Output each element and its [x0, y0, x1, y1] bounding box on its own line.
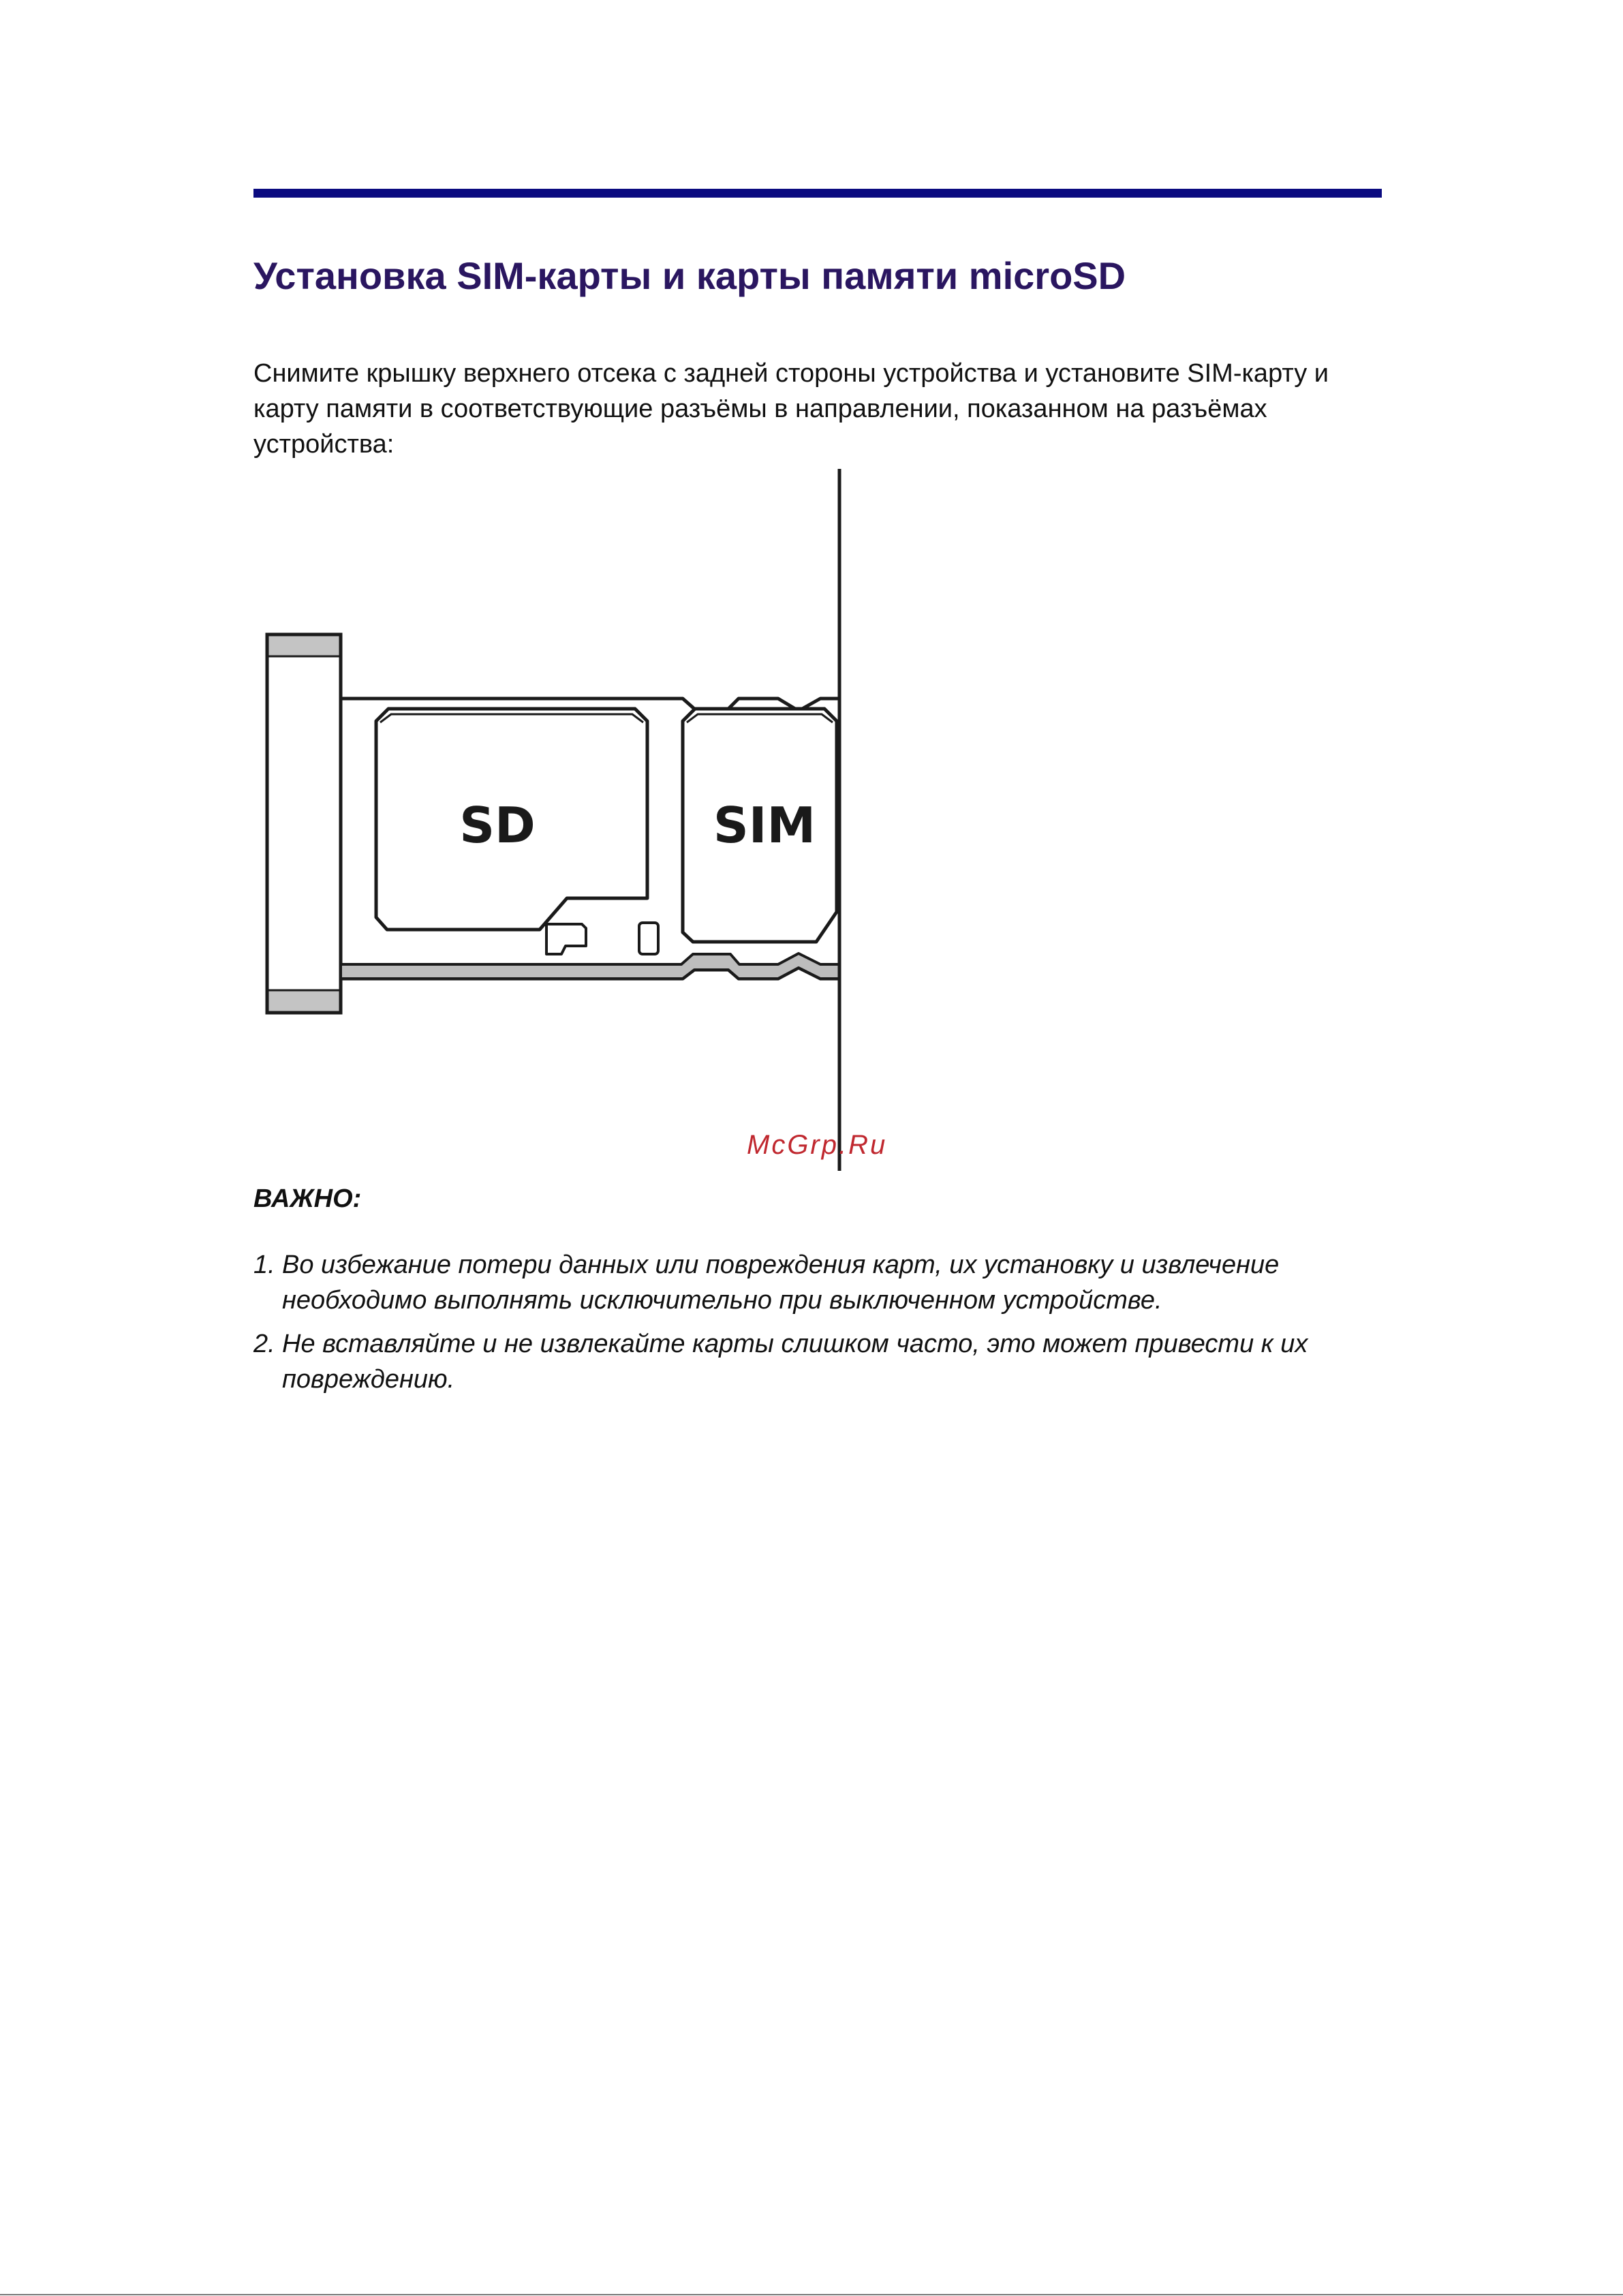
sim-contact-mark	[639, 923, 658, 954]
tray-handle	[267, 634, 341, 1013]
important-heading: ВАЖНО:	[253, 1184, 362, 1213]
sim-label: SIM	[713, 797, 816, 854]
note-number: 2.	[253, 1330, 275, 1358]
list-item	[253, 1247, 1385, 1318]
header-rule	[253, 189, 1382, 198]
intro-paragraph: Снимите крышку верхнего отсека с задней стороны устройства и установите SIM-карту и карту памяти в соответствующие разъёмы в направлении, показанном на разъёмах устройства:	[253, 359, 1329, 459]
note-text: Не вставляйте и не извлекайте карты слишком часто, это может привести к их повреждению.	[282, 1330, 1308, 1394]
note-number: 1.	[253, 1251, 275, 1279]
watermark: McGrp.Ru	[747, 1130, 888, 1160]
note-text: Во избежание потери данных или повреждения карт, их установку и извлечение необходимо выполнять исключительно при выключенном устройстве.	[282, 1251, 1280, 1315]
page-title: Установка SIM-карты и карты памяти microSD	[253, 254, 1126, 297]
sd-label: SD	[459, 797, 536, 854]
page-bottom-edge	[0, 2294, 1623, 2295]
notes-list	[253, 1247, 1385, 1405]
sim-tray-diagram	[253, 469, 921, 1178]
list-item	[253, 1326, 1385, 1397]
